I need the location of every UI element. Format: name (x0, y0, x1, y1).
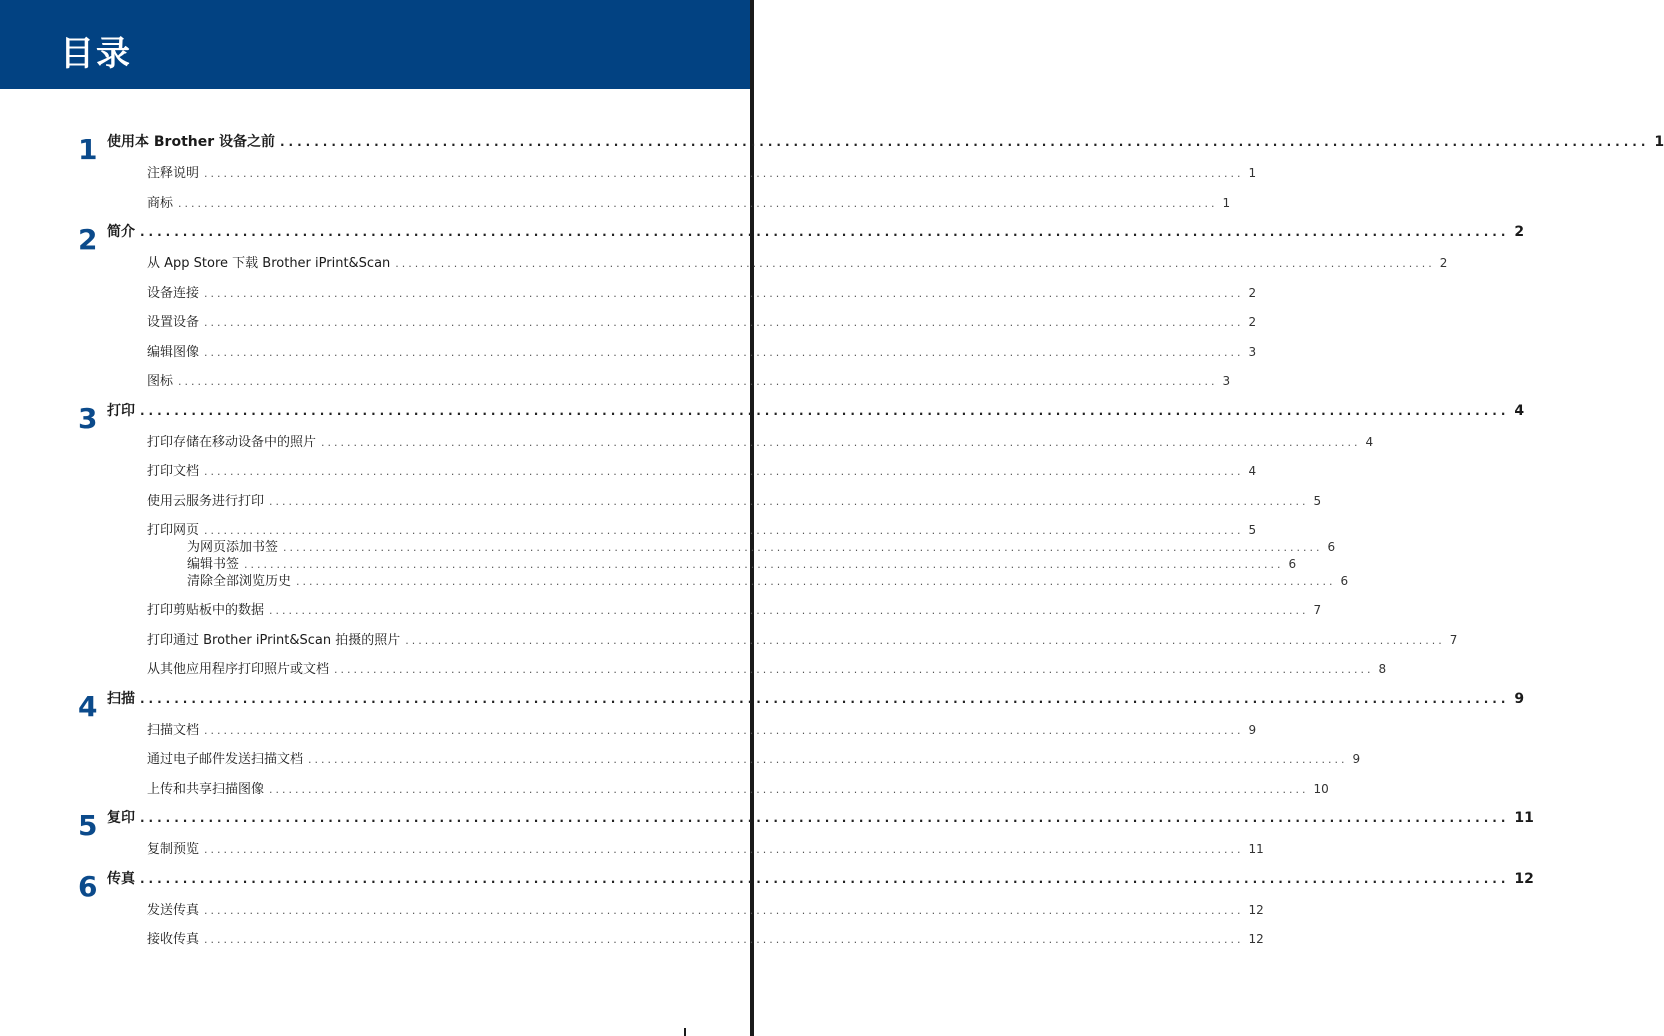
toc-entry-title: 发送传真 (147, 902, 200, 918)
page-number: 2 (1514, 224, 1525, 240)
page-number: 1 (1654, 134, 1664, 150)
page-number: 8 (1378, 662, 1387, 676)
toc-entry-title: 使用本 Brother 设备之前 (107, 134, 275, 150)
dot-leader: ................................................................................................................................................................ (140, 225, 1510, 239)
toc-entry-title: 通过电子邮件发送扫描文档 (147, 752, 304, 767)
toc-chapter-entry[interactable] (107, 807, 1534, 827)
page-number: 11 (1248, 842, 1264, 856)
chapter-number: 6 (78, 869, 98, 903)
toc-section-entry[interactable] (147, 460, 1257, 479)
toc-chapter-entry[interactable] (107, 131, 1664, 151)
page-number: 3 (1248, 344, 1257, 359)
toc-section-entry[interactable] (147, 928, 1264, 947)
toc-chapter-entry[interactable] (107, 868, 1534, 888)
toc-subsection-entry[interactable] (187, 570, 1349, 589)
toc-entry-title: 打印网页 (147, 523, 200, 538)
toc-section-entry[interactable] (147, 599, 1322, 618)
page-number: 9 (1248, 722, 1257, 737)
toc-section-entry[interactable] (147, 778, 1329, 797)
dot-leader: ................................................................................................................................................................ (321, 435, 1361, 449)
toc-entry-title: 接收传真 (147, 932, 200, 947)
toc-section-entry[interactable] (147, 838, 1264, 857)
toc-entry-title: 设备连接 (147, 285, 200, 301)
toc-section-entry[interactable] (147, 311, 1257, 330)
toc-entry-title: 编辑图像 (147, 344, 200, 360)
toc-chapter-entry[interactable] (107, 688, 1525, 708)
dot-leader: ................................................................................................................................................................ (405, 633, 1445, 647)
page-number: 2 (1439, 256, 1448, 270)
page-title: 目录 (60, 34, 132, 74)
toc-entry-title: 商标 (147, 195, 174, 211)
dot-leader: ................................................................................................................................................................ (140, 871, 1510, 886)
toc-entry-title: 图标 (147, 374, 174, 389)
toc-section-entry[interactable] (147, 370, 1231, 389)
toc-entry-title: 打印通过 Brother iPrint&Scan 拍摄的照片 (147, 632, 401, 648)
chapter-number: 3 (78, 401, 98, 435)
toc-section-entry[interactable] (147, 162, 1257, 181)
page-number: 3 (1222, 374, 1231, 388)
toc-entry-title: 复印 (107, 810, 135, 826)
chapter-number: 4 (78, 689, 98, 723)
dot-leader: ................................................................................................................................................................ (204, 286, 1244, 300)
dot-leader: ................................................................................................................................................................ (296, 575, 1336, 588)
dot-leader: ................................................................................................................................................................ (204, 524, 1244, 537)
toc-section-entry[interactable] (147, 341, 1257, 360)
toc-chapter-entry[interactable] (107, 400, 1525, 420)
page-number: 12 (1248, 902, 1264, 917)
dot-leader: ................................................................................................................................................................ (178, 196, 1218, 210)
toc-entry-title: 从其他应用程序打印照片或文档 (147, 662, 330, 677)
toc-entry-title: 上传和共享扫描图像 (147, 781, 265, 797)
toc-section-entry[interactable] (147, 490, 1322, 509)
dot-leader: ................................................................................................................................................................ (204, 316, 1244, 329)
toc-entry-title: 打印 (107, 402, 135, 419)
dot-leader: ................................................................................................................................................................ (204, 903, 1244, 917)
page-number: 1 (1222, 195, 1231, 210)
page-number: 12 (1248, 932, 1264, 946)
dot-leader: ................................................................................................................................................................ (178, 375, 1218, 388)
dot-leader: ................................................................................................................................................................ (204, 465, 1244, 478)
toc-section-entry[interactable] (147, 192, 1231, 211)
toc-section-entry[interactable] (147, 629, 1458, 648)
toc-entry-title: 简介 (107, 224, 135, 240)
toc-entry-title: 复制预览 (147, 842, 200, 857)
page-number: 12 (1514, 870, 1534, 887)
toc-entry-title: 使用云服务进行打印 (147, 493, 265, 509)
page-number: 7 (1313, 603, 1322, 617)
toc-entry-title: 打印文档 (147, 464, 200, 479)
toc-entry-title: 为网页添加书签 (187, 540, 279, 555)
toc-entry-title: 清除全部浏览历史 (187, 574, 292, 589)
dot-leader: ................................................................................................................................................................ (204, 723, 1244, 737)
dot-leader: ................................................................................................................................................................ (204, 933, 1244, 946)
toc-section-entry[interactable] (147, 431, 1374, 450)
toc-section-entry[interactable] (147, 282, 1257, 301)
page-number: 11 (1514, 810, 1534, 826)
toc-entry-title: 注释说明 (147, 166, 200, 181)
page-number: 6 (1340, 574, 1349, 588)
dot-leader: ................................................................................................................................................................ (204, 345, 1244, 359)
page-number: 9 (1352, 752, 1361, 766)
page-number: 4 (1514, 402, 1525, 419)
toc-chapter-entry[interactable] (107, 221, 1525, 241)
toc-section-entry[interactable] (147, 748, 1361, 767)
page-number: 4 (1248, 464, 1257, 478)
toc-entry-title: 编辑书签 (187, 557, 240, 572)
toc-entry-title: 传真 (107, 870, 135, 887)
dot-leader: ................................................................................................................................................................ (140, 403, 1510, 418)
page-number: 1 (1248, 166, 1257, 180)
page-number: 5 (1248, 523, 1257, 537)
toc-section-entry[interactable] (147, 658, 1387, 677)
chapter-number: 2 (78, 223, 98, 256)
page-number: 2 (1248, 315, 1257, 329)
dot-leader: ................................................................................................................................................................ (280, 135, 1650, 149)
toc-entry-title: 扫描 (107, 690, 135, 707)
dot-leader: ................................................................................................................................................................ (204, 167, 1244, 180)
page-number: 2 (1248, 285, 1257, 300)
page-number: 10 (1313, 781, 1329, 796)
dot-leader: ................................................................................................................................................................ (269, 782, 1309, 796)
toc-entry-title: 设置设备 (147, 315, 200, 330)
dot-leader: ................................................................................................................................................................ (140, 691, 1510, 706)
dot-leader: ................................................................................................................................................................ (269, 494, 1309, 508)
page-number: 6 (1327, 540, 1336, 554)
chapter-number: 1 (78, 133, 98, 166)
page-number: 4 (1365, 434, 1374, 449)
toc-entry-title: 打印存储在移动设备中的照片 (147, 434, 317, 450)
dot-leader: ................................................................................................................................................................ (269, 604, 1309, 617)
dot-leader: ................................................................................................................................................................ (140, 811, 1510, 825)
toc-section-entry[interactable] (147, 252, 1448, 271)
dot-leader: ................................................................................................................................................................ (283, 541, 1323, 554)
toc-entry-title: 从 App Store 下载 Brother iPrint&Scan (147, 256, 391, 271)
dot-leader: ................................................................................................................................................................ (395, 257, 1435, 270)
page-number: 7 (1449, 632, 1458, 647)
page-number: 5 (1313, 493, 1322, 508)
chapter-number: 5 (78, 809, 98, 842)
toc-section-entry[interactable] (147, 719, 1257, 738)
toc-entry-title: 打印剪贴板中的数据 (147, 603, 265, 618)
page-number: 6 (1288, 557, 1297, 571)
dot-leader: ................................................................................................................................................................ (244, 558, 1284, 571)
page-number: 9 (1514, 690, 1525, 707)
toc-section-entry[interactable] (147, 899, 1264, 918)
dot-leader: ................................................................................................................................................................ (204, 843, 1244, 856)
toc-entry-title: 扫描文档 (147, 722, 200, 738)
dot-leader: ................................................................................................................................................................ (334, 663, 1374, 676)
dot-leader: ................................................................................................................................................................ (308, 753, 1348, 766)
